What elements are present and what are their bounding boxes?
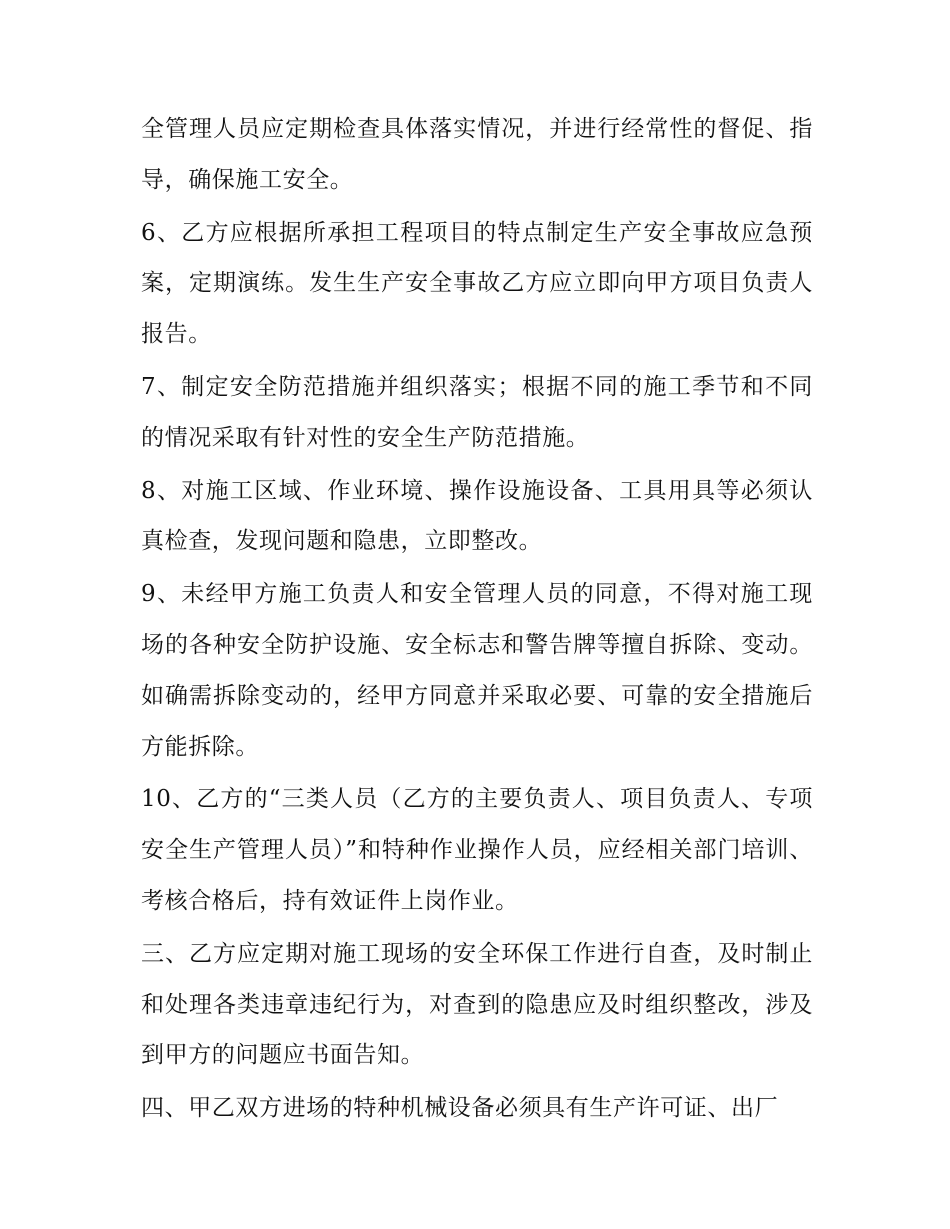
paragraph-item-10: 10、乙方的“三类人员（乙方的主要负责人、项目负责人、专项安全生产管理人员）”和特种作业操作人员，应经相关部门培训、考核合格后，持有效证件上岗作业。 [141,786,813,914]
paragraph-item-7: 7、制定安全防范措施并组织落实；根据不同的施工季节和不同的情况采取有针对性的安全生产防范措施。 [141,373,813,451]
paragraph-safety-inspection: 全管理人员应定期检查具体落实情况，并进行经常性的督促、指导，确保施工安全。 [141,116,813,193]
paragraph-item-8: 8、对施工区域、作业环境、操作设施设备、工具用具等必须认真检查，发现问题和隐患，立即整改。 [141,477,813,555]
paragraph-section-3: 三、乙方应定期对施工现场的安全环保工作进行自查，及时制止和处理各类违章违纪行为，对查到的隐患应及时组织整改，涉及到甲方的问题应书面告知。 [141,940,813,1069]
paragraph-item-6: 6、乙方应根据所承担工程项目的特点制定生产安全事故应急预案，定期演练。发生生产安全事故乙方应立即向甲方项目负责人报告。 [141,219,813,348]
document-body [141,104,813,1136]
paragraph-section-4: 四、甲乙双方进场的特种机械设备必须具有生产许可证、出厂 [141,1095,779,1122]
paragraph-item-9: 9、未经甲方施工负责人和安全管理人员的同意，不得对施工现场的各种安全防护设施、安全标志和警告牌等擅自拆除、变动。如确需拆除变动的，经甲方同意并采取必要、可靠的安全措施后方能拆除。 [141,581,813,760]
